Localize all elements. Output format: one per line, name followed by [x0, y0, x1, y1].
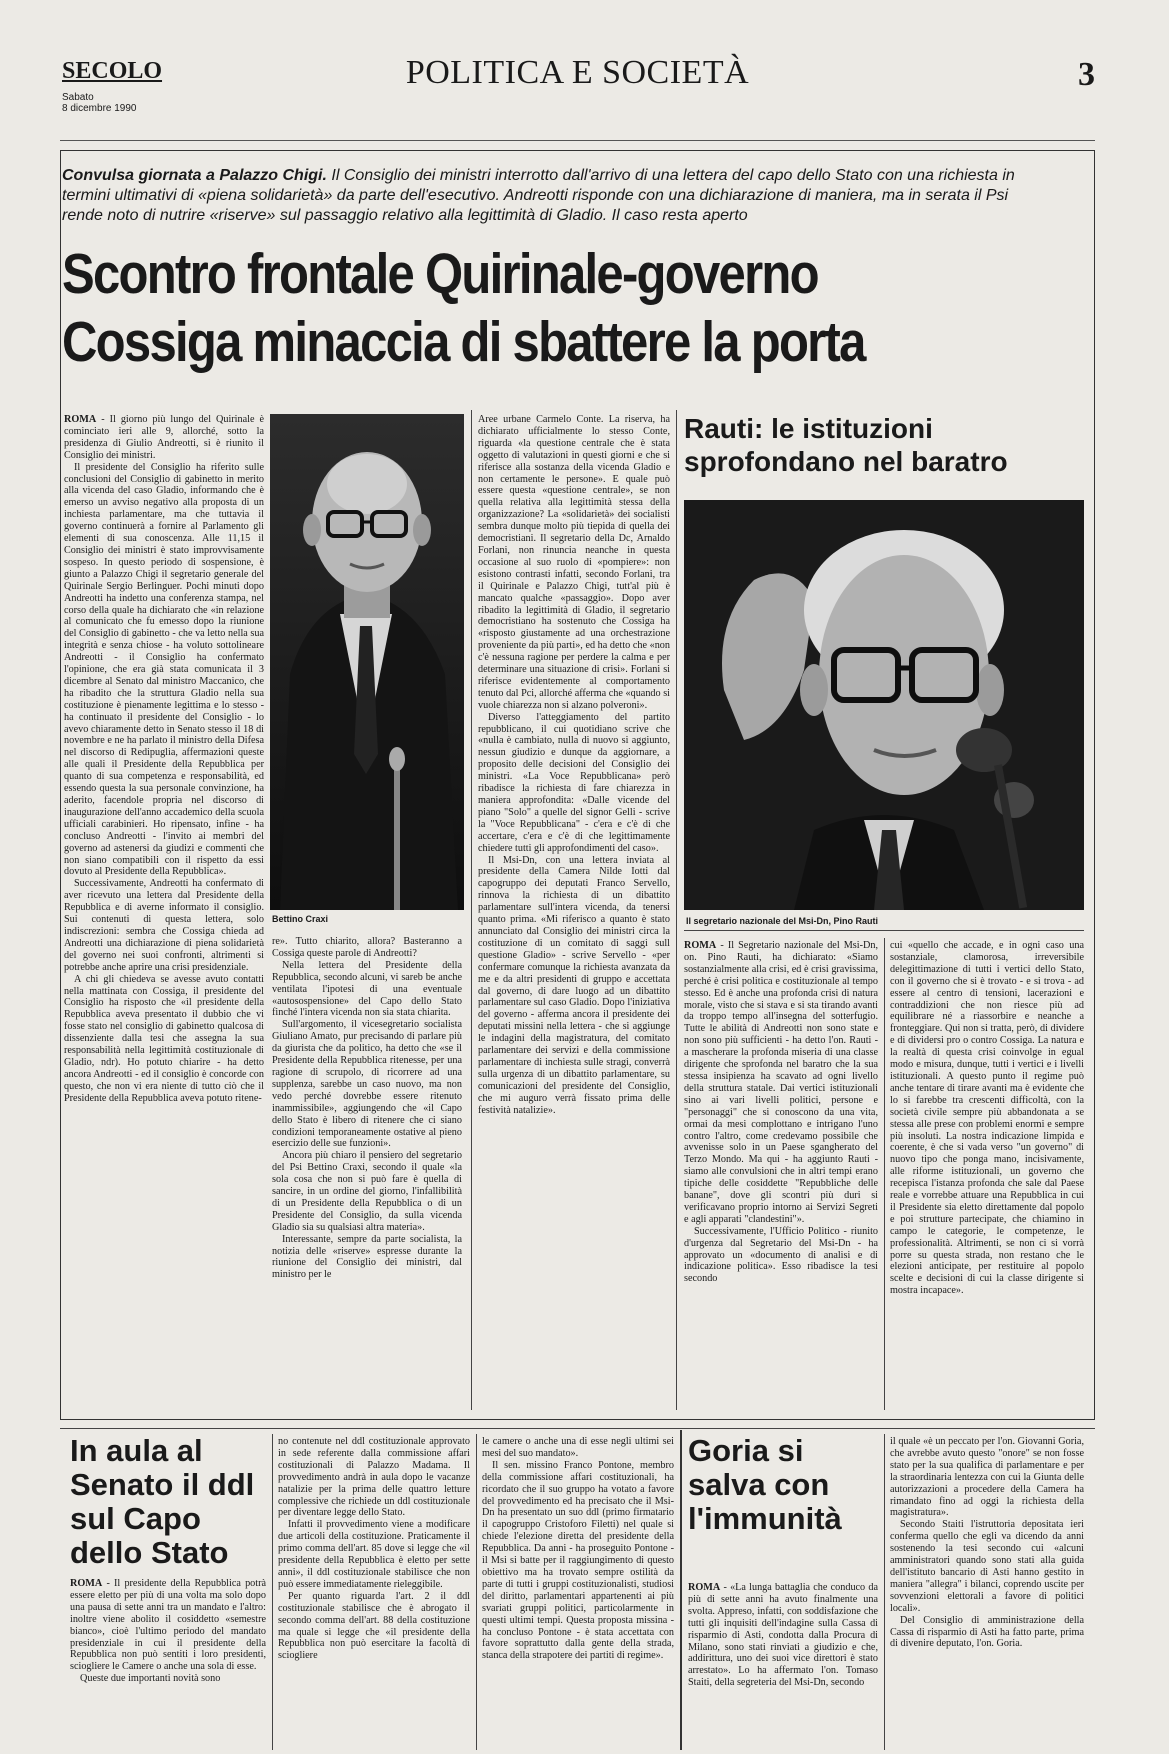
- paragraph-text: Ancora più chiaro il pensiero del segretario del Psi Bettino Craxi, secondo il quale «la sola cosa che non si può fare è quella di sancire, in un ordine del giorno, l'infallibilità di un Presidente della Repubblica o di un Presidente del Consiglio, da sulla vicenda Gladio sia su qualsiasi altra materia».: [272, 1150, 462, 1233]
- paragraph-text: Successivamente, l'Ufficio Politico - riunito d'urgenza dal Segretario del Msi-Dn - ha approvato un «documento di analisi e di indicazione politica». Esso ribadisce la tesi secondo: [684, 1225, 878, 1285]
- article-paragraph: [272, 1234, 462, 1282]
- article-paragraph: [278, 1591, 470, 1662]
- article-paragraph: [272, 936, 462, 960]
- dateline: ROMA: [684, 940, 717, 951]
- article-paragraph: [684, 1226, 878, 1286]
- goria-column-1: [688, 1582, 878, 1748]
- masthead-weekday: Sabato: [62, 92, 94, 103]
- rauti-photo: [684, 500, 1084, 910]
- kicker: [62, 166, 1042, 226]
- goria-headline: Goria si salva con l'immunità: [688, 1433, 842, 1536]
- article-paragraph: [688, 1582, 878, 1689]
- senato-column-2: [278, 1436, 470, 1750]
- article-paragraph: [64, 414, 264, 462]
- article-paragraph: [272, 1019, 462, 1150]
- paragraph-text: no contenute nel ddl costituzionale approvato in sede referente dalla commissione affari costituzionali di Palazzo Madama. Il provvedimento andrà in aula dopo le vacanze natalizie per la prima delle quattro letture complessive che richiede un ddl costituzionale per diventare legge dello Stato.: [278, 1436, 470, 1519]
- column-divider: [884, 938, 885, 1410]
- paragraph-text: re». Tutto chiarito, allora? Basteranno a Cossiga queste parole di Andreotti?: [272, 936, 462, 959]
- article-paragraph: [482, 1460, 674, 1662]
- craxi-photo: [270, 414, 464, 910]
- column-divider: [884, 1434, 885, 1750]
- article-paragraph: [482, 1436, 674, 1460]
- paragraph-text: Per quanto riguarda l'art. 2 il ddl costituzionale stabilisce che è abrogato il secondo comma dell'art. 88 della costituzione ma quale si legge che «il presidente della Repubblica non può esercitare la facoltà di sciogliere: [278, 1590, 470, 1662]
- rauti-column-2: [890, 940, 1084, 1410]
- article-paragraph: [272, 960, 462, 1020]
- paragraph-text: Il presidente del Consiglio ha riferito sulle conclusioni del Consiglio di gabinetto in merito alla vicenda del caso Gladio, informando che è emerso un avviso negativo alla proposta di un inchiesta parlamentare, ma che tuttavia il governo continuerà a fornire al Parlamento gli elementi di sua conoscenza. Alle 11,15 il Consiglio dei ministri è stato improvvisamente sospeso. In questo periodo di sospensione, è giunto a Palazzo Chigi il segretario generale del Quirinale Sergio Berlinguer. Pochi minuti dopo Andreotti ha indetto una conferenza stampa, nel corso della quale ha dichiarato che «in relazione al comunicato che fu emesso dopo la riunione del Consiglio di gabinetto - che va letto nella sua integrità e senza chiose - ha voluto sottolineare Andreotti - il Consiglio ha confermato l'opinione, che era già stata comunicata il 3 dicembre al Senato dal ministro Maccanico, che ha ribadito che la struttura Gladio nella sua costituzione è pienamente legittima e lo stesso - ha continuato il presidente del Consiglio - lo avevo chiaramente detto in Senato stesso il 18 di novembre e ne ha parlato il ministro della Difesa nel discorso di Redipuglia, affermazioni queste alle quali il Presidente della Repubblica per quanto di sua competenza e responsabilità, ed essendo questa la sua personale convinzione, ha aderito, facendole propria nel discorso di inaugurazione dell'anno accademico della scuola ufficiali carabinieri. Ho ripensato, infine - ha concluso Andreotti - l'invito ai membri del governo ad astenersi da giudizi e commenti che non siano compatibili con il rispetto da essi dovuto al Presidente della Repubblica».: [64, 461, 264, 878]
- bottom-section-rule: [60, 1428, 1095, 1429]
- article-paragraph: [70, 1673, 266, 1685]
- article-paragraph: [278, 1519, 470, 1590]
- dateline: ROMA: [64, 414, 97, 425]
- column-divider: [471, 410, 472, 1410]
- rauti-column-1: [684, 940, 878, 1410]
- paragraph-text: Il sen. missino Franco Pontone, membro della commissione affari costituzionali, ha ricordato che il suo gruppo ha votato a favore del provvedimento ed ha precisato che il Msi-Dn ha presentato un suo ddl (primo firmatario il capogruppo Cristoforo Filetti) nel quale si chiede l'elezione diretta del presidente della Repubblica. Da anni - ha proseguito Pontone - il Msi si batte per il raggiungimento di questo obiettivo ma ha trovato sempre ostilità da parte di tutti i gruppi costituzionalisti, studiosi del diritto, parlamentari appartenenti ai più svariati gruppi politici, particolarmente in questi ultimi tempi. Questa proposta missina - ha concluso Pontone - è stata accettata con favore soprattutto dalla gente della strada, stanca della strapotere dei partiti di regime».: [482, 1459, 674, 1662]
- column-divider: [676, 410, 677, 1410]
- article-paragraph: [64, 462, 264, 879]
- rauti-photo-caption: Il segretario nazionale del Msi-Dn, Pino Rauti: [686, 916, 879, 926]
- goria-column-2: [890, 1436, 1084, 1750]
- article-paragraph: [890, 940, 1084, 1297]
- article-paragraph: [478, 414, 670, 712]
- rauti-headline: Rauti: le istituzioni sprofondano nel baratro: [684, 413, 1008, 477]
- rauti-rule: [684, 930, 1084, 931]
- article-paragraph: [890, 1615, 1084, 1651]
- masthead: [60, 50, 1095, 130]
- paragraph-text: Secondo Staiti l'istruttoria depositata ieri conferma quello che egli va dicendo da anni sostenendo la tesi secondo cui «alcuni amministratori quando sono stati alla guida dell'istituto bancario di Asti hanno gestito in maniera "allegra" i bilanci, coprendo uscite per sovvenzioni elettorali a favore di politici locali».: [890, 1519, 1084, 1614]
- main-headline: [62, 240, 922, 376]
- paragraph-text: - «La lunga battaglia che conduco da più di sette anni ha avuto finalmente una svolta. Appreso, infatti, con soddisfazione che tutti gli inquisiti dell'indagine sulla Cassa di risparmio di Asti, condotta dalla Procura di Milano, sono stati rinviati a giudizio e che, addirittura, uno dei suoi vice direttori è stato arrestato». Lo ha affermato l'on. Tomaso Staiti, della segreteria del Msi-Dn, secondo: [688, 1582, 878, 1689]
- section-title: POLITICA E SOCIETÀ: [405, 54, 750, 91]
- article-paragraph: [890, 1519, 1084, 1614]
- paragraph-text: - Il Segretario nazionale del Msi-Dn, on. Pino Rauti, ha dichiarato: «Siamo sostanzialmente alla crisi, ed è crisi gravissima, perché è crisi politica e costituzionale al tempo stesso. Ed è anche una profonda crisi di natura morale, visto che si stava e si sta tirando avanti da troppo tempo all'insegna del sotterfugio. Tutte le abilità di Andreotti non sono state e non sono più sufficienti - ha detto l'on. Rauti - a mascherare la profonda miseria di una classe dirigente che sprofonda nel baratro che la sua stessa insipienza ha scavato ad ogni livello della struttura statale. Dai vertici istituzionali sino ai vari livelli politici, persone e "personaggi" che si conoscono da una vita, ormai da mesi complottano e intrigano l'uno contro l'altro, come credevamo possibile che avvenisse solo in un Paese sgangherato del Terzo Mondo. Ma qui - ha aggiunto Rauti - siamo alle convulsioni che in altri tempi erano tipiche delle cosiddette "Repubbliche delle banane", dove gli scontri più duri si verificavano proprio intorno ai Servizi Segreti e agli apparati "clandestini"».: [684, 940, 878, 1225]
- paragraph-text: Del Consiglio di amministrazione della Cassa di risparmio di Asti ha fatto parte, prima di divenire deputato, l'on. Goria.: [890, 1614, 1084, 1650]
- paragraph-text: Infatti il provvedimento viene a modificare due articoli della costituzione. Praticamente il primo comma dell'art. 85 dove si legge che «il presidente della Repubblica è eletto per sette anni», il ddl costituzionale stabilisce che non può essere immediatamente rieleggibile.: [278, 1519, 470, 1590]
- article-paragraph: [478, 855, 670, 1117]
- main-article-column-3: [478, 414, 670, 1409]
- kicker-text: Il Consiglio dei ministri interrotto dall'arrivo di una lettera del capo dello Stato con una richiesta in termini ultimativi di «piena solidarietà» da parte dell'esecutivo. Andreotti risponde con una dichiarazione di maniera, ma in serata il Psi rende noto di nutrire «riserve» sul passaggio relativo alla legittimità di Gladio. Il caso resta aperto: [62, 167, 1015, 224]
- craxi-photo-caption: Bettino Craxi: [272, 914, 329, 924]
- dateline: ROMA: [688, 1582, 721, 1593]
- senato-column-1: [70, 1578, 266, 1748]
- page-number: 3: [1078, 56, 1095, 93]
- headline-line-1: Scontro frontale Quirinale-governo: [62, 242, 818, 306]
- newspaper-logo: SECOLO: [62, 58, 163, 84]
- paragraph-text: Sull'argomento, il vicesegretario socialista Giuliano Amato, pur precisando di parlare più da giurista che da politico, ha detto che «se il Presidente della Repubblica ritenesse, per una ragione di scrupolo, di ricorrere ad una supplenza, sarebbe un caso nuovo, ma non vedo perché dovrebbe essere ritenuto inammissibile», aggiungendo che «il Capo dello Stato è libero di ritenere che ci siano condizioni temporaneamente ostative al pieno esercizio delle sue funzioni».: [272, 1019, 462, 1150]
- rauti-portrait-image: [684, 500, 1084, 910]
- masthead-date: 8 dicembre 1990: [62, 103, 137, 114]
- paragraph-text: Interessante, sempre da parte socialista, la notizia delle «riserve» espresse durante la riunione del Consiglio dei ministri, dal ministro per le: [272, 1233, 462, 1281]
- paragraph-text: Nella lettera del Presidente della Repubblica, secondo alcuni, vi sareb be anche ventilata l'ipotesi di una eventuale «autosospensione» del Capo dello Stato finché l'intera vicenda non sia stata chiarita.: [272, 959, 462, 1019]
- masthead-rule: [60, 140, 1095, 141]
- article-paragraph: [890, 1436, 1084, 1519]
- paragraph-text: Aree urbane Carmelo Conte. La riserva, ha dichiarato ufficialmente lo stesso Conte, riguarda «la questione centrale che è stata oggetto di valutazioni in questi giorni e che si riferisce alla sostanza della vicenda Gladio e non certamente le persone». E quale può essere questa «questione centrale», se non quella relativa alla legittimità stessa della organizzazione? La «solidarietà» dei socialisti sembra dunque molto più tiepida di quella dei democristiani. Il segretario della Dc, Arnaldo Forlani, non rinuncia neanche in questa occasione al suo ruolo di «pompiere»: non esistono contrasti infatti, secondo Forlani, tra il Quirinale e Palazzo Chigi, tutt'al più è mancato qualche «passaggio». Dopo aver ribadito la legittimità di Gladio, il segretario democristiano ha sostenuto che Cossiga ha «risposto giustamente ad una orchestrazione proveniente da più parti», ed ha detto che «non c'è nessuna ragione per perdere la calma e per determinare una situazione di crisi». Forlani si riferisce evidentemente al comportamento tenuto dal Pci, allorché afferma che «quando si vuole chiarezza non si alzano polveroni».: [478, 414, 670, 711]
- column-divider: [272, 1434, 273, 1750]
- article-paragraph: [64, 974, 264, 1105]
- paragraph-text: le camere o anche una di esse negli ultimi sei mesi del suo mandato».: [482, 1436, 674, 1459]
- paragraph-text: - Il presidente della Repubblica potrà essere eletto per più di una volta ma solo dopo una pausa di sette anni tra un mandato e l'altro: inoltre viene abolito il cosiddetto «semestre bianco», cioè l'ultimo periodo del mandato presidenziale in cui il presidente della Repubblica non può sentiti i loro presidenti, sciogliere le Camere o anche una sola di esse.: [70, 1578, 266, 1673]
- column-divider: [476, 1434, 477, 1750]
- paragraph-text: Il Msi-Dn, con una lettera inviata al presidente della Camera Nilde Iotti dal capogruppo dei deputati Franco Servello, rinnova la richiesta di un dibattito parlamentare sull'intera vicenda, da tenersi quanto prima. «Mi riferisco a quanto è stato annunciato dal Consiglio dei ministri circa la costituzione di un comitato di saggi sull questione Gladio» - scrive Servello - «per confermare comunque la richiesta avanzata da me e da altri presidenti di gruppo e accettata dal governo, di dare luogo ad un dibattito parlamentare sul caso Gladio. Dopo l'iniziativa del governo - afferma ancora il presidente dei deputati missini nella lettera - che si aggiunge le indagini della magistratura, del comitato parlamentare dei servizi e della commissione parlamentare di inchiesta sulle stragi, converrà sulla urgenza di un dibattito parlamentare, su comunicazioni del presidente del Consiglio, che mi auguro verrà fissato prima delle festività natalizie».: [478, 854, 670, 1116]
- article-paragraph: [278, 1436, 470, 1519]
- kicker-lead: Convulsa giornata a Palazzo Chigi.: [62, 167, 327, 184]
- article-paragraph: [684, 940, 878, 1226]
- goria-box-border: [680, 1430, 682, 1750]
- paragraph-text: Diverso l'atteggiamento del partito repubblicano, il cui quotidiano scrive che «nulla è cambiato, nulla di nuovo si aggiunto, nessun giudizio e dunque da aggiornare, a proposito delle decisioni del Consiglio dei ministri. «La Voce Repubblicana» però ribadisce la richiesta di fare chiarezza in maniera approfondita: «Dalle vicende del piano "Solo" a quelle del signor Gelli - scrive la "Voce Repubblicana" - c'era e c'è di che accertare, c'era e c'è di che legittimamente chiedere tutti gli approfondimenti del caso».: [478, 711, 670, 854]
- paragraph-text: cui «quello che accade, e in ogni caso una sostanziale, clamorosa, irreversibile delegittimazione di tutti i vertici dello Stato, con il governo che si è trovato - e si trova - ad essere al centro di tensioni, lacerazioni e contraddizioni che non riesce più ad equilibrare né a riassorbire e neanche a fronteggiare. Qui non si tratta, però, di dividere e di dividersi pro o contro Cossiga. La natura e la realtà di questa crisi coinvolge in egual modo e misura, dunque, tutti i vertici e i livelli istituzionali. A questo punto il regime può anche tentare di tirare avanti ma è evidente che lo si farebbe tra crescenti difficoltà, con la società civile sempre più abbandonata a se stessa alle prese con problemi enormi e sempre più insoluti. La nostra indicazione limpida e coerente, è che si vada verso "un governo" di nuovo tipo che ponga mano, incisivamente, alle riforme istituzionali, un governo che recepisca l'istanza profonda che sale dal Paese reale e vorrebbe attuare una Repubblica in cui il Presidente sia eletto direttamente dal popolo e poi strutture partecipate, che chiamino in campo le categorie, le competenze, le professionalità. Altrimenti, se non ci si vorrà porre su questa strada, non restano che le elezioni anticipate, per restituire al popolo scelte e decisioni di cui la classe dirigente si mostra incapace».: [890, 940, 1084, 1297]
- article-paragraph: [64, 878, 264, 973]
- article-paragraph: [70, 1578, 266, 1673]
- senato-headline: In aula al Senato il ddl sul Capo dello Stato: [70, 1433, 255, 1570]
- paragraph-text: il quale «è un peccato per l'on. Giovanni Goria, che avrebbe avuto questo "onore" se non fosse stato per la sua qualifica di parlamentare e per la straordinaria lentezza con cui la Giunta delle autorizzazioni a procedere della Camera ha rimandato fino ad oggi la richiesta della magistratura».: [890, 1436, 1084, 1519]
- article-paragraph: [478, 712, 670, 855]
- headline-line-2: Cossiga minaccia di sbattere la porta: [62, 310, 865, 374]
- paragraph-text: Successivamente, Andreotti ha confermato di aver ricevuto una lettera dal Presidente della Repubblica e di averne informato il consiglio. Sui contenuti di questa lettera, solo indiscrezioni: sembra che Cossiga chieda ad Andreotti una dichiarazione di piena solidarietà del governo nei suoi confronti, altrimenti si potrebbe anche aprire una crisi presidenziale.: [64, 878, 264, 973]
- main-article-column-2: [272, 936, 462, 1409]
- paragraph-text: A chi gli chiedeva se avesse avuto contatti nella mattinata con Cossiga, il presidente del Consiglio ha risposto che «il presidente della Repubblica aveva presentato il dubbio che vi fosse stato nel consiglio di gabinetto qualcosa di dissenziente dalla tesi che assegna la sua responsabilità nella legittimità costituzionale di Gladio, ndr). Ho potuto chiarire - ha detto ancora Andreotti - ed il consiglio è concorde con questo, che non vi era niente di tutto ciò che il Presidente della Repubblica aveva potuto ritene-: [64, 973, 264, 1104]
- senato-column-3: [482, 1436, 674, 1750]
- paragraph-text: Queste due importanti novità sono: [80, 1673, 221, 1685]
- paragraph-text: - Il giorno più lungo del Quirinale è cominciato ieri alle 9, allorché, sotto la presidenza di Giulio Andreotti, si è riunito il Consiglio dei ministri.: [64, 414, 264, 461]
- article-paragraph: [272, 1150, 462, 1233]
- dateline: ROMA: [70, 1578, 103, 1589]
- main-article-column-1: [64, 414, 264, 1409]
- craxi-portrait-image: [270, 414, 464, 910]
